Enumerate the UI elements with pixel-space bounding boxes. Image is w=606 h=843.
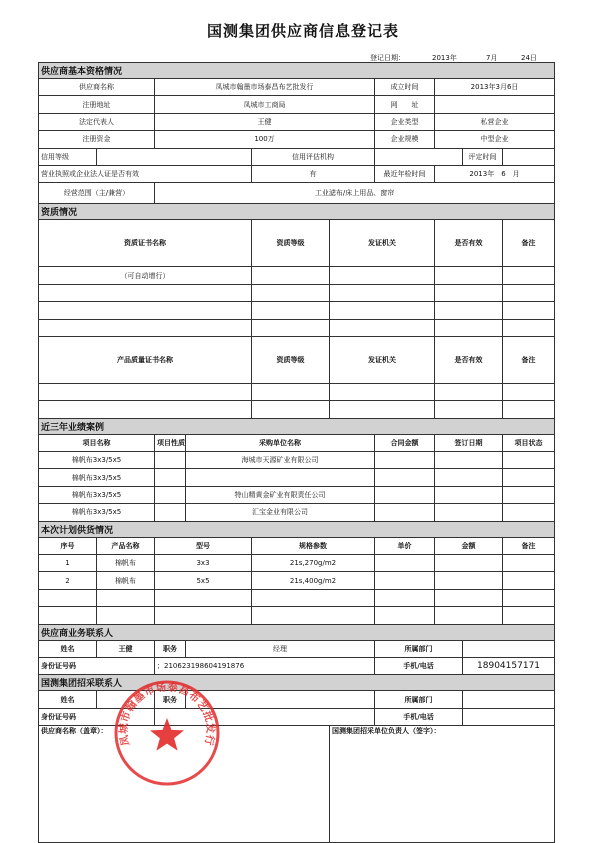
credit-grade-field[interactable] — [97, 148, 252, 165]
supply-note[interactable] — [503, 607, 555, 624]
supplier-seal-label: 供应商名称（盖章）： — [41, 727, 108, 736]
supply-product-header: 产品名称 — [97, 537, 155, 554]
cert-issuer-header: 发证机关 — [330, 220, 435, 267]
reg-address-field[interactable]: 凤城市工商局 — [155, 96, 375, 113]
case-status[interactable] — [503, 469, 555, 486]
cert-cell[interactable] — [330, 401, 435, 418]
supply-amount[interactable] — [435, 607, 503, 624]
supply-product[interactable] — [97, 607, 155, 624]
case-amount[interactable] — [375, 469, 435, 486]
cert-row — [39, 319, 555, 336]
company-type-field[interactable]: 私营企业 — [435, 113, 555, 130]
case-nature-header: 项目性质 — [155, 434, 186, 451]
reg-capital-label: 注册资金 — [39, 131, 155, 148]
product-cert-row — [39, 383, 555, 400]
cert-name-header: 资质证书名称 — [39, 220, 252, 267]
supply-spec[interactable]: 21s,270g/m2 — [252, 555, 375, 572]
legal-rep-field[interactable]: 王健 — [155, 113, 375, 130]
case-buyer[interactable]: 特山精黄金矿业有限责任公司 — [186, 486, 375, 503]
case-row — [39, 452, 555, 469]
case-nature[interactable] — [155, 452, 186, 469]
product-cert-grade-header: 资质等级 — [252, 336, 330, 383]
supplier-contact-duty-label: 职务 — [155, 640, 186, 657]
supply-spec[interactable]: 21s,400g/m2 — [252, 572, 375, 589]
product-cert-issuer-header: 发证机关 — [330, 336, 435, 383]
license-valid-field[interactable]: 有 — [252, 165, 375, 182]
cert-cell[interactable] — [252, 302, 330, 319]
case-date[interactable] — [435, 486, 503, 503]
case-row — [39, 469, 555, 486]
case-name[interactable]: 棉帆布3x3/5x5 — [39, 504, 155, 521]
supply-amount-header: 金额 — [435, 537, 503, 554]
cert-cell[interactable] — [503, 319, 555, 336]
supplier-contact-id-label: 身份证号码 — [39, 657, 155, 674]
case-status[interactable] — [503, 504, 555, 521]
cert-cell[interactable] — [252, 383, 330, 400]
cert-cell[interactable] — [330, 267, 435, 284]
case-status[interactable] — [503, 486, 555, 503]
legal-rep-label: 法定代表人 — [39, 113, 155, 130]
inspection-label: 最近年检时间 — [375, 165, 435, 182]
rating-time-label: 评定时间 — [463, 148, 503, 165]
supplier-contact-dept[interactable] — [463, 640, 555, 657]
product-cert-valid-header: 是否有效 — [435, 336, 503, 383]
section-basic-heading: 供应商基本资格情况 — [39, 63, 555, 79]
supplier-contact-phone[interactable]: 18904157171 — [463, 657, 555, 674]
group-contact-id[interactable] — [155, 708, 375, 725]
case-row — [39, 504, 555, 521]
credit-grade-label: 信用等级 — [39, 148, 97, 165]
supply-row — [39, 555, 555, 572]
cert-cell[interactable] — [435, 319, 503, 336]
supply-amount[interactable] — [435, 589, 503, 606]
credit-agency-label: 信用评估机构 — [252, 148, 375, 165]
supplier-contact-duty[interactable]: 经理 — [186, 640, 375, 657]
group-contact-id-label: 身份证号码 — [39, 708, 155, 725]
supply-price[interactable] — [375, 589, 435, 606]
group-contact-duty[interactable] — [186, 691, 375, 708]
case-buyer-header: 采购单位名称 — [186, 434, 375, 451]
supply-note[interactable] — [503, 572, 555, 589]
case-amount[interactable] — [375, 452, 435, 469]
supply-note[interactable] — [503, 555, 555, 572]
case-name-header: 项目名称 — [39, 434, 155, 451]
supply-no — [39, 589, 97, 606]
supply-model-header: 型号 — [155, 537, 252, 554]
supply-note[interactable] — [503, 589, 555, 606]
cert-cell[interactable] — [39, 383, 252, 400]
supplier-contact-name-label: 姓名 — [39, 640, 97, 657]
cert-cell[interactable] — [435, 284, 503, 301]
section-supply-heading: 本次计划供货情况 — [39, 521, 555, 537]
case-buyer[interactable]: 海城市天源矿业有限公司 — [186, 452, 375, 469]
case-date[interactable] — [435, 504, 503, 521]
supply-row — [39, 572, 555, 589]
supply-price[interactable] — [375, 572, 435, 589]
case-amount[interactable] — [375, 504, 435, 521]
cert-cell[interactable] — [39, 284, 252, 301]
case-date[interactable] — [435, 452, 503, 469]
cert-cell[interactable] — [503, 302, 555, 319]
group-contact-duty-label: 职务 — [155, 691, 186, 708]
cert-cell[interactable] — [39, 302, 252, 319]
inspection-field[interactable]: 2013年 6 月 — [435, 165, 555, 182]
company-type-label: 企业类型 — [375, 113, 435, 130]
established-field[interactable]: 2013年3月6日 — [435, 79, 555, 96]
case-buyer[interactable] — [186, 469, 375, 486]
reg-date-label: 登记日期： — [370, 54, 405, 62]
supply-spec-header: 规格参数 — [252, 537, 375, 554]
group-signature-label: 国测集团招采单位负责人（签字）： — [332, 727, 441, 736]
cert-cell[interactable] — [435, 302, 503, 319]
cert-cell[interactable] — [435, 267, 503, 284]
supply-model[interactable] — [155, 607, 252, 624]
section-cases-heading: 近三年业绩案例 — [39, 418, 555, 434]
supplier-contact-phone-label: 手机/电话 — [375, 657, 463, 674]
supply-amount[interactable] — [435, 572, 503, 589]
credit-agency-field[interactable] — [375, 148, 463, 165]
company-size-label: 企业规模 — [375, 131, 435, 148]
supply-row — [39, 589, 555, 606]
supply-no — [39, 607, 97, 624]
cert-row — [39, 302, 555, 319]
scope-field[interactable]: 工业滤布/床上用品、窗帘 — [155, 183, 555, 204]
product-cert-note-header: 备注 — [503, 336, 555, 383]
cert-cell[interactable] — [503, 267, 555, 284]
cert-cell[interactable] — [252, 401, 330, 418]
cert-cell[interactable] — [252, 284, 330, 301]
supply-price[interactable] — [375, 607, 435, 624]
form-title: 国测集团供应商信息登记表 — [206, 22, 399, 40]
supplier-contact-dept-label: 所属部门 — [375, 640, 463, 657]
supplier-contact-id[interactable]: ；210623198604191876 — [155, 657, 375, 674]
supply-no: 1 — [39, 555, 97, 572]
product-cert-row — [39, 401, 555, 418]
supply-product[interactable]: 棉帆布 — [97, 572, 155, 589]
case-nature[interactable] — [155, 469, 186, 486]
supplier-contact-name[interactable]: 王健 — [97, 640, 155, 657]
case-name[interactable]: 棉帆布3x3/5x5 — [39, 452, 155, 469]
seal-text: 凤城市翰墨市场泰昌布艺批发行 — [117, 681, 217, 747]
cert-cell[interactable] — [503, 401, 555, 418]
supply-product[interactable]: 棉帆布 — [97, 555, 155, 572]
established-label: 成立时间 — [375, 79, 435, 96]
cert-cell[interactable] — [330, 284, 435, 301]
cert-cell[interactable] — [330, 383, 435, 400]
cert-cell[interactable] — [503, 383, 555, 400]
case-status[interactable] — [503, 452, 555, 469]
group-signature-area[interactable] — [330, 726, 555, 843]
case-name[interactable]: 棉帆布3x3/5x5 — [39, 469, 155, 486]
case-nature[interactable] — [155, 504, 186, 521]
supply-model[interactable]: 3x3 — [155, 555, 252, 572]
section-supplier-contact-heading: 供应商业务联系人 — [39, 624, 555, 640]
case-buyer[interactable]: 汇宝金业有限公司 — [186, 504, 375, 521]
case-row — [39, 486, 555, 503]
reg-capital-field[interactable]: 100万 — [155, 131, 375, 148]
case-date-header: 签订日期 — [435, 434, 503, 451]
cert-valid-header: 是否有效 — [435, 220, 503, 267]
cert-cell[interactable] — [503, 284, 555, 301]
company-size-field[interactable]: 中型企业 — [435, 131, 555, 148]
supply-spec[interactable] — [252, 607, 375, 624]
group-contact-dept-label: 所属部门 — [375, 691, 463, 708]
cert-grade-header: 资质等级 — [252, 220, 330, 267]
case-amount[interactable] — [375, 486, 435, 503]
supply-model[interactable] — [155, 589, 252, 606]
cert-cell[interactable] — [39, 319, 252, 336]
reg-address-label: 注册地址 — [39, 96, 155, 113]
supply-price-header: 单价 — [375, 537, 435, 554]
case-nature[interactable] — [155, 486, 186, 503]
group-contact-name-label: 姓名 — [39, 691, 97, 708]
group-contact-dept[interactable] — [463, 691, 555, 708]
supply-spec[interactable] — [252, 589, 375, 606]
group-contact-phone[interactable] — [463, 708, 555, 725]
reg-date-year: 2013年 — [432, 54, 457, 62]
rating-time-field[interactable] — [503, 148, 555, 165]
supplier-seal-area[interactable] — [39, 726, 330, 843]
cert-cell[interactable] — [39, 401, 252, 418]
section-group-contact-heading: 国测集团招采联系人 — [39, 675, 555, 691]
scope-label: 经营范围（主/兼营） — [39, 183, 155, 204]
supply-note-header: 备注 — [503, 537, 555, 554]
group-contact-name[interactable] — [97, 691, 155, 708]
case-amount-header: 合同金额 — [375, 434, 435, 451]
cert-cell[interactable] — [435, 401, 503, 418]
cert-cell[interactable] — [330, 302, 435, 319]
auto-add-row-note: （可自动增行） — [39, 267, 252, 284]
supply-price[interactable] — [375, 555, 435, 572]
supply-no-header: 序号 — [39, 537, 97, 554]
supplier-name-label: 供应商名称 — [39, 79, 155, 96]
supply-amount[interactable] — [435, 555, 503, 572]
cert-cell[interactable] — [330, 319, 435, 336]
supply-product[interactable] — [97, 589, 155, 606]
section-qualification-heading: 资质情况 — [39, 204, 555, 220]
cert-note-header: 备注 — [503, 220, 555, 267]
case-status-header: 项目状态 — [503, 434, 555, 451]
reg-date-month: 7月 — [486, 54, 498, 62]
case-date[interactable] — [435, 469, 503, 486]
case-name[interactable]: 棉帆布3x3/5x5 — [39, 486, 155, 503]
supply-no: 2 — [39, 572, 97, 589]
cert-cell[interactable] — [252, 267, 330, 284]
reg-date-day: 24日 — [521, 54, 537, 62]
website-field[interactable] — [435, 96, 555, 113]
supply-row — [39, 607, 555, 624]
cert-row — [39, 284, 555, 301]
product-cert-name-header: 产品质量证书名称 — [39, 336, 252, 383]
supplier-name-field[interactable]: 凤城市翰墨市场泰昌布艺批发行 — [155, 79, 375, 96]
group-contact-phone-label: 手机/电话 — [375, 708, 463, 725]
cert-cell[interactable] — [435, 383, 503, 400]
license-valid-label: 营业执照或企业法人证是否有效 — [39, 165, 252, 182]
supply-model[interactable]: 5x5 — [155, 572, 252, 589]
website-label: 网 址 — [375, 96, 435, 113]
cert-cell[interactable] — [252, 319, 330, 336]
registration-form — [38, 62, 555, 843]
